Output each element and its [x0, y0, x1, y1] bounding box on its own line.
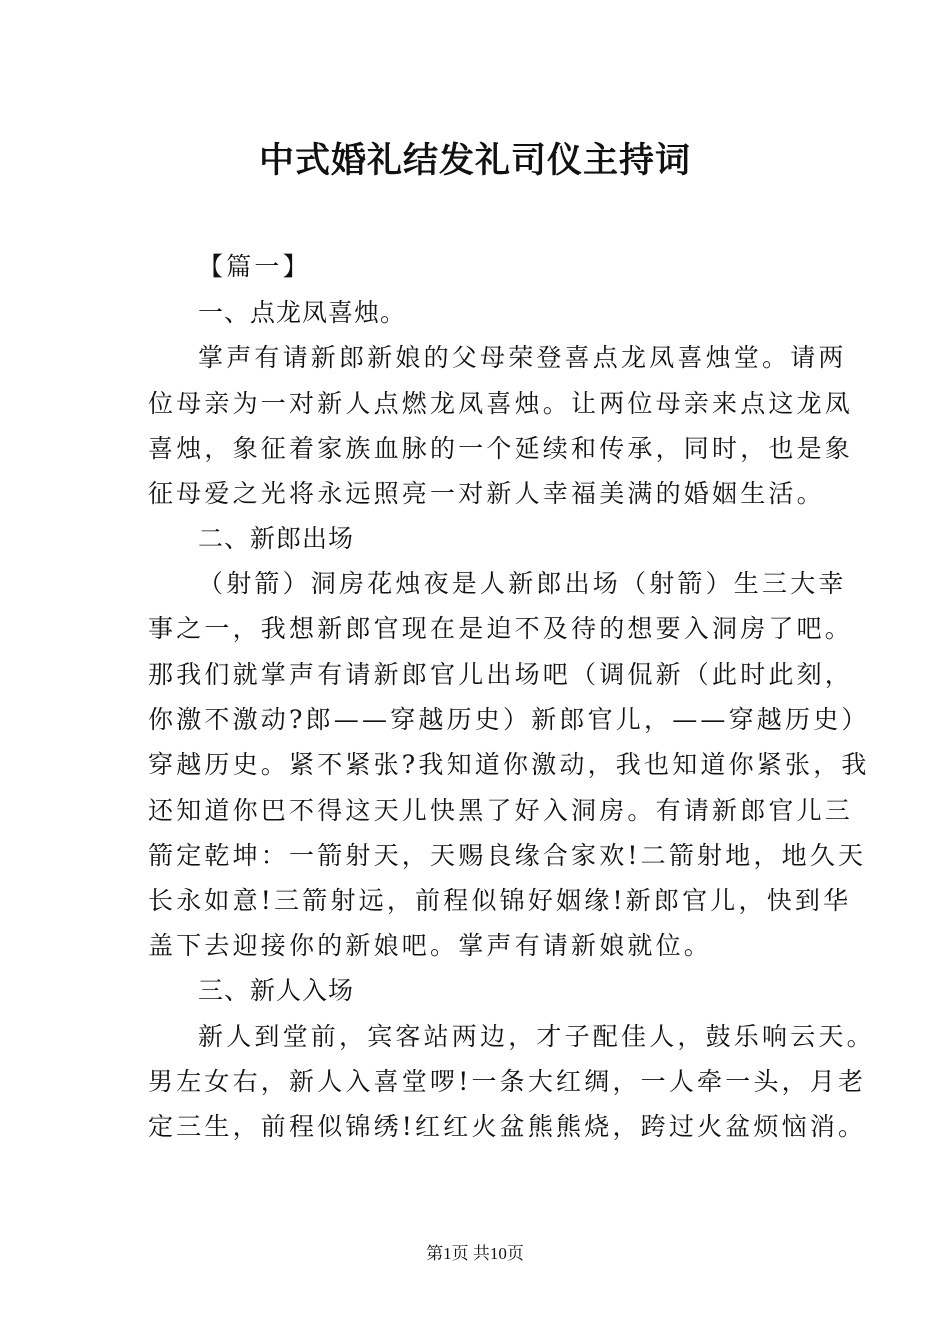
paragraph-line: 定三生，前程似锦绣!红红火盆熊熊烧，跨过火盆烦恼消。 [148, 1112, 867, 1141]
document-title: 中式婚礼结发礼司仪主持词 [258, 140, 691, 181]
page-footer: 第1页 共10页 [426, 1244, 524, 1263]
paragraph-line: 掌声有请新郎新娘的父母荣登喜点龙凤喜烛堂。请两 [198, 343, 847, 372]
paragraph-line: 男左女右，新人入喜堂啰!一条大红绸，一人牵一头，月老 [148, 1067, 867, 1096]
section-label: 【篇一】 [198, 252, 311, 281]
paragraph-line: 那我们就掌声有请新郎官儿出场吧（调侃新（此时此刻， [148, 660, 854, 689]
paragraph-line: 盖下去迎接你的新娘吧。掌声有请新娘就位。 [148, 931, 713, 960]
section-heading-3: 三、新人入场 [198, 976, 355, 1005]
paragraph-line: 喜烛，象征着家族血脉的一个延续和传承，同时，也是象 [148, 434, 854, 463]
paragraph-line: 长永如意!三箭射远，前程似锦好姻缘!新郎官儿，快到华 [148, 886, 852, 915]
section-heading-2: 二、新郎出场 [198, 524, 355, 553]
section-heading-1: 一、点龙凤喜烛。 [198, 298, 407, 327]
paragraph-line: 新人到堂前，宾客站两边，才子配佳人，鼓乐响云天。 [198, 1022, 875, 1051]
paragraph-line: （射箭）洞房花烛夜是人新郎出场（射箭）生三大幸 [198, 569, 847, 598]
paragraph-line: 箭定乾坤：一箭射天，天赐良缘合家欢!二箭射地，地久天 [148, 841, 867, 870]
paragraph-line: 事之一，我想新郎官现在是迫不及待的想要入洞房了吧。 [148, 614, 854, 643]
paragraph-line: 还知道你巴不得这天儿快黑了好入洞房。有请新郎官儿三 [148, 796, 854, 825]
paragraph-line: 你激不激动?郎——穿越历史）新郎官儿，——穿越历史） [148, 705, 870, 734]
paragraph-line: 位母亲为一对新人点燃龙凤喜烛。让两位母亲来点这龙凤 [148, 389, 854, 418]
paragraph-line: 穿越历史。紧不紧张?我知道你激动，我也知道你紧张，我 [148, 750, 870, 779]
paragraph-line: 征母爱之光将永远照亮一对新人幸福美满的婚姻生活。 [148, 479, 825, 508]
